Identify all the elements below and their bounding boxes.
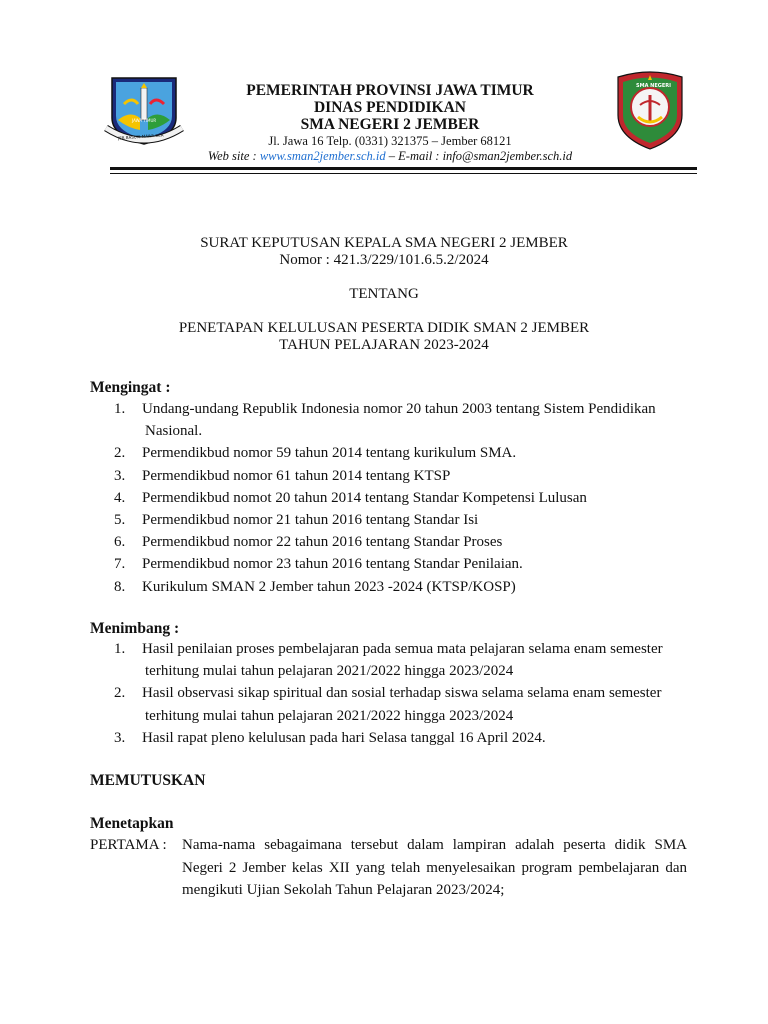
pertama-label: PERTAMA : [90, 837, 167, 853]
list-item: 7. Permendikbud nomor 23 tahun 2016 tentang Standar Penilaian. [114, 556, 523, 573]
email-text: – E-mail : info@sman2jember.sch.id [385, 149, 573, 163]
list-item: 3. Permendikbud nomor 61 tahun 2014 tentang KTSP [114, 467, 451, 484]
letterhead-department: DINAS PENDIDIKAN [313, 99, 466, 116]
jawa-timur-emblem [104, 74, 184, 146]
sma-negeri-emblem [614, 71, 686, 151]
list-item: 2. Hasil observasi sikap spiritual dan sosial terhadap siswa selama selama enam semester [114, 685, 662, 702]
list-item: 6. Permendikbud nomor 22 tahun 2016 tentang Standar Proses [114, 534, 503, 551]
decree-subject: PENETAPAN KELULUSAN PESERTA DIDIK SMAN 2 JEMBER [178, 320, 590, 336]
decree-number: Nomor : 421.3/229/101.6.5.2/2024 [279, 252, 489, 268]
decree-title: SURAT KEPUTUSAN KEPALA SMA NEGERI 2 JEMBER [200, 235, 568, 251]
emblem-label: SMA NEGERI [636, 83, 672, 89]
list-item: 3. Hasil rapat pleno kelulusan pada hari Selasa tanggal 16 April 2024. [114, 729, 546, 746]
list-item: 5. Permendikbud nomor 21 tahun 2016 tentang Standar Isi [114, 511, 479, 528]
list-item: 4. Permendikbud nomot 20 tahun 2014 tentang Standar Kompetensi Lulusan [114, 489, 587, 506]
mengingat-heading: Mengingat : [90, 379, 171, 396]
list-item: 2. Permendikbud nomor 59 tahun 2014 tentang kurikulum SMA. [114, 445, 517, 462]
list-item: 1. Undang-undang Republik Indonesia nomor 20 tahun 2003 tentang Sistem Pendidikan [114, 401, 656, 417]
list-item: terhitung mulai tahun pelajaran 2021/2022 hingga 2023/2024 [145, 707, 514, 724]
letterhead-address: Jl. Jawa 16 Telp. (0331) 321375 – Jember 68121 [268, 134, 512, 148]
emblem-motto: JER BASUKI MAWA BEA [117, 132, 164, 141]
menimbang-list [90, 638, 710, 749]
letterhead-contact [190, 148, 590, 164]
memutuskan-heading: MEMUTUSKAN [90, 772, 206, 789]
website-prefix: Web site : [207, 149, 260, 163]
pertama-text: Nama-nama sebagaimana tersebut dalam lampiran adalah peserta didik SMA Negeri 2 Jember kelas XII yang telah menyelesaikan program pembelajaran dan mengikuti Ujian Sekolah Tahun Pelajaran 2023/2024; [182, 837, 687, 898]
letterhead-school: SMA NEGERI 2 JEMBER [300, 116, 480, 133]
letterhead-rule-thin [110, 173, 697, 174]
letterhead-rule-thick [110, 167, 697, 170]
list-item: Nasional. [145, 423, 203, 440]
decree-tentang: TENTANG [349, 286, 419, 302]
website-link[interactable]: www.sman2jember.sch.id [259, 149, 386, 163]
menetapkan-heading: Menetapkan [90, 815, 174, 832]
list-item: 8. Kurikulum SMAN 2 Jember tahun 2023 -2024 (KTSP/KOSP) [114, 578, 516, 595]
emblem-label: JAWA TIMUR [132, 118, 157, 123]
decree-year: TAHUN PELAJARAN 2023-2024 [279, 337, 489, 353]
list-item: terhitung mulai tahun pelajaran 2021/2022 hingga 2023/2024 [145, 663, 514, 680]
mengingat-list [90, 398, 710, 598]
list-item: 1. Hasil penilaian proses pembelajaran pada semua mata pelajaran selama enam semester [114, 641, 663, 657]
menimbang-heading: Menimbang : [90, 620, 180, 637]
letterhead-province: PEMERINTAH PROVINSI JAWA TIMUR [246, 82, 534, 99]
